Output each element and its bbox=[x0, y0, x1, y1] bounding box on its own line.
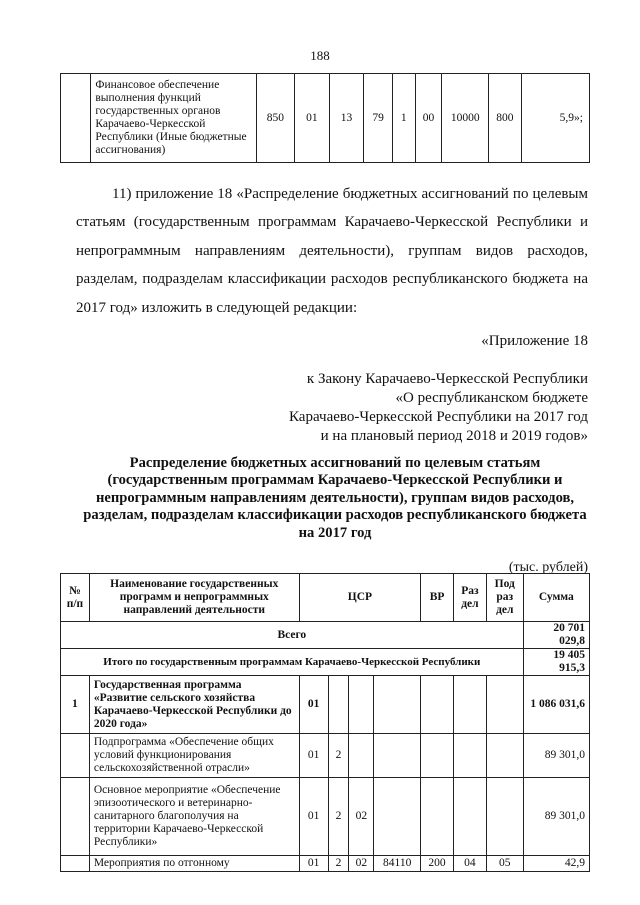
continued-table bbox=[60, 73, 590, 163]
csr-part: 2 bbox=[328, 778, 349, 856]
table-cell: 13 bbox=[329, 74, 364, 163]
row-vr bbox=[421, 778, 454, 856]
csr-part: 01 bbox=[299, 778, 328, 856]
row-sum: 42,9 bbox=[523, 856, 589, 872]
table-row bbox=[61, 856, 590, 872]
table-row bbox=[61, 676, 590, 734]
units-label: (тыс. рублей) bbox=[508, 560, 588, 575]
csr-part bbox=[349, 734, 374, 778]
row-num: 1 bbox=[61, 676, 90, 734]
appendix-subtitle bbox=[289, 370, 588, 446]
csr-part bbox=[374, 676, 421, 734]
appendix-line: к Закону Карачаево-Черкесской Республики bbox=[306, 371, 588, 387]
row-num bbox=[61, 856, 90, 872]
table-cell: 00 bbox=[415, 74, 442, 163]
programs-total-row bbox=[61, 649, 590, 676]
appendix-line: Карачаево-Черкесской Республики на 2017 год bbox=[289, 409, 588, 425]
row-pr bbox=[486, 734, 523, 778]
table-cell: 800 bbox=[489, 74, 522, 163]
csr-part: 02 bbox=[349, 856, 374, 872]
csr-part: 02 bbox=[349, 778, 374, 856]
row-rz bbox=[453, 734, 486, 778]
row-num bbox=[61, 778, 90, 856]
table-cell: 850 bbox=[256, 74, 295, 163]
header-razdel: Раз дел bbox=[453, 574, 486, 622]
programs-total-value: 19 405 915,3 bbox=[523, 649, 589, 676]
csr-part: 01 bbox=[299, 676, 328, 734]
row-sum: 89 301,0 bbox=[523, 734, 589, 778]
row-sum: 89 301,0 bbox=[523, 778, 589, 856]
total-row bbox=[61, 622, 590, 649]
row-rz bbox=[453, 778, 486, 856]
row-name: Подпрограмма «Обеспечение общих условий функционирования сельскохозяйственной отрасли» bbox=[89, 734, 299, 778]
programs-total-label: Итого по государственным программам Карачаево-Черкесской Республики bbox=[61, 649, 524, 676]
amendment-paragraph bbox=[76, 180, 588, 322]
row-pr bbox=[486, 676, 523, 734]
row-name: Финансовое обеспечение выполнения функций государственных органов Карачаево-Черкесской Республики (Иные бюджетные ассигнования) bbox=[91, 74, 256, 163]
table-cell: 10000 bbox=[442, 74, 489, 163]
row-pr bbox=[486, 778, 523, 856]
csr-part: 01 bbox=[299, 734, 328, 778]
budget-table bbox=[60, 573, 590, 872]
appendix-title: «Приложение 18 bbox=[481, 333, 588, 349]
csr-part bbox=[328, 676, 349, 734]
header-podrazdel: Под раз дел bbox=[486, 574, 523, 622]
table-cell: 79 bbox=[364, 74, 393, 163]
table-header-row bbox=[61, 574, 590, 622]
page-number: 188 bbox=[310, 48, 330, 63]
row-name: Основное мероприятие «Обеспечение эпизоотического и ветеринарно-санитарного благополучия на территории Карачаево-Черкесской Республики» bbox=[89, 778, 299, 856]
csr-part bbox=[374, 734, 421, 778]
appendix-line: и на плановый период 2018 и 2019 годов» bbox=[320, 428, 588, 444]
row-rz: 04 bbox=[453, 856, 486, 872]
table-cell: 01 bbox=[295, 74, 330, 163]
row-num bbox=[61, 734, 90, 778]
row-sum: 1 086 031,6 bbox=[523, 676, 589, 734]
row-rz bbox=[453, 676, 486, 734]
appendix-line: «О республиканском бюджете bbox=[395, 390, 588, 406]
table-row bbox=[61, 74, 590, 163]
csr-part: 2 bbox=[328, 734, 349, 778]
header-num: № п/п bbox=[61, 574, 90, 622]
table-cell: 1 bbox=[392, 74, 415, 163]
table-cell bbox=[61, 74, 91, 163]
row-name: Мероприятия по отгонному bbox=[89, 856, 299, 872]
total-value: 20 701 029,8 bbox=[523, 622, 589, 649]
total-label: Всего bbox=[61, 622, 524, 649]
paragraph-text: 11) приложение 18 «Распределение бюджетных ассигнований по целевым статьям (государственным программам Карачаево-Черкесской Республики и непрограммным направлениям деятельности), группам видов расходов, разделам, подразделам классификации расходов республиканского бюджета на 2017 год» изложить в следующей редакции: bbox=[76, 186, 588, 316]
row-pr: 05 bbox=[486, 856, 523, 872]
row-name: Государственная программа «Развитие сельского хозяйства Карачаево-Черкесской Республики до 2020 года» bbox=[89, 676, 299, 734]
header-sum: Сумма bbox=[523, 574, 589, 622]
csr-part bbox=[374, 778, 421, 856]
csr-part: 84110 bbox=[374, 856, 421, 872]
csr-part: 01 bbox=[299, 856, 328, 872]
header-name: Наименование государственных программ и непрограммных направлений деятельности bbox=[89, 574, 299, 622]
row-vr: 200 bbox=[421, 856, 454, 872]
header-csr: ЦСР bbox=[299, 574, 420, 622]
row-vr bbox=[421, 676, 454, 734]
csr-part bbox=[349, 676, 374, 734]
table-row bbox=[61, 778, 590, 856]
header-vr: ВР bbox=[421, 574, 454, 622]
row-amount: 5,9»; bbox=[521, 74, 589, 163]
table-row bbox=[61, 734, 590, 778]
document-heading: Распределение бюджетных ассигнований по целевым статьям (государственным программам Карачаево-Черкесской Республики и непрограммным направлениям деятельности), группам видов расходов, разделам, подразделам классификации расходов республиканского бюджета на 2017 год bbox=[83, 455, 587, 541]
row-vr bbox=[421, 734, 454, 778]
csr-part: 2 bbox=[328, 856, 349, 872]
